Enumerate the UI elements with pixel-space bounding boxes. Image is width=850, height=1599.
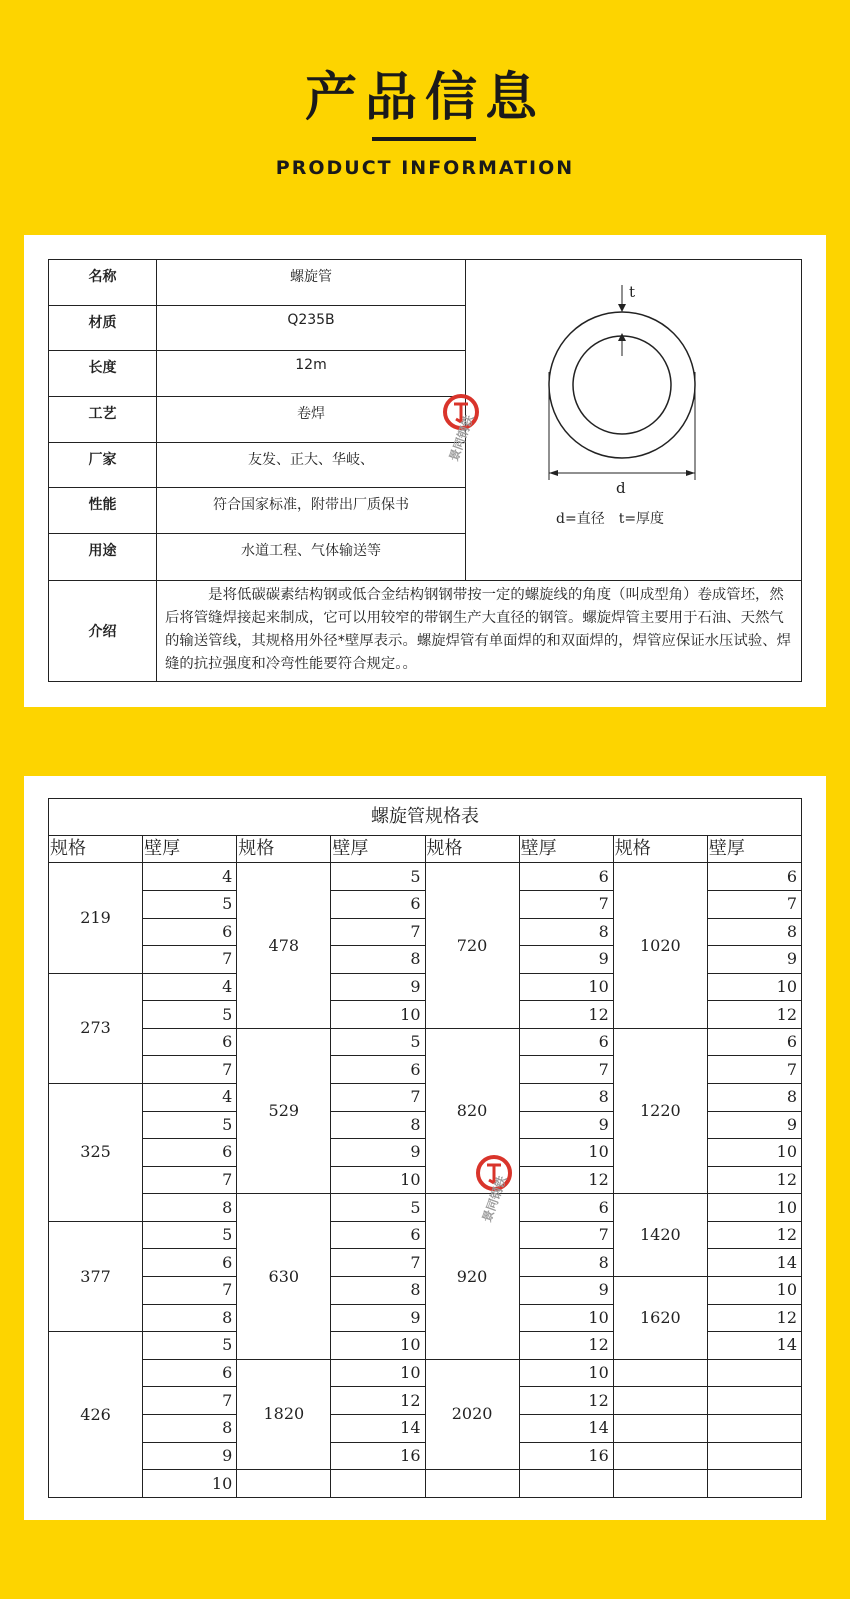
spec-thickness-cell: 5 — [331, 863, 425, 891]
spec-thickness-cell: 10 — [519, 973, 613, 1001]
spec-thickness-cell: 8 — [143, 1304, 237, 1332]
info-label-material: 材质 — [49, 305, 157, 351]
spec-thickness-cell: 10 — [331, 1332, 425, 1360]
spec-thickness-cell: 9 — [143, 1442, 237, 1470]
spec-size-cell: 478 — [237, 863, 331, 1028]
spec-thickness-cell: 6 — [143, 1249, 237, 1277]
spec-thickness-cell: 10 — [519, 1139, 613, 1167]
product-info-card — [24, 235, 826, 707]
spec-empty-cell — [613, 1442, 707, 1470]
spec-thickness-cell: 14 — [519, 1414, 613, 1442]
spec-thickness-cell: 12 — [707, 1166, 801, 1194]
spec-thickness-cell: 9 — [707, 1111, 801, 1139]
spec-size-cell: 1820 — [237, 1359, 331, 1469]
spec-thickness-cell: 4 — [143, 863, 237, 891]
info-value-name: 螺旋管 — [157, 260, 466, 306]
spec-thickness-cell: 7 — [331, 1083, 425, 1111]
spec-thickness-cell: 10 — [707, 1194, 801, 1222]
info-label-name: 名称 — [49, 260, 157, 306]
company-logo-watermark-2 — [472, 1151, 552, 1231]
spec-thickness-cell: 10 — [707, 1277, 801, 1305]
spec-thickness-cell: 7 — [143, 1166, 237, 1194]
info-intro-text: 是将低碳碳素结构钢或低合金结构钢钢带按一定的螺旋线的角度（叫成型角）卷成管坯，然后将管缝焊接起来制成，它可以用较窄的带钢生产大直径的钢管。螺旋焊管主要用于石油、天然气的输送管线，其规格用外径*壁厚表示。螺旋焊管有单面焊的和双面焊的，焊管应保证水压试验、焊缝的抗拉强度和冷弯性能要符合规定。。 — [157, 580, 802, 682]
spec-table — [48, 798, 802, 1498]
info-label-manufacturer: 厂家 — [49, 442, 157, 488]
spec-thickness-cell: 10 — [707, 973, 801, 1001]
spec-thickness-cell: 12 — [519, 1001, 613, 1029]
spec-thickness-cell: 7 — [707, 890, 801, 918]
spec-thickness-cell: 6 — [331, 1056, 425, 1084]
spec-size-cell: 1020 — [613, 863, 707, 1028]
t-dimension-label: t — [629, 283, 636, 301]
spec-header-thickness: 壁厚 — [519, 835, 613, 863]
spec-empty-cell — [613, 1470, 707, 1498]
spec-thickness-cell: 14 — [707, 1332, 801, 1360]
spec-table-caption: 螺旋管规格表 — [49, 799, 802, 836]
spec-thickness-cell: 6 — [143, 1028, 237, 1056]
spec-size-cell: 426 — [49, 1332, 143, 1498]
spec-size-cell: 820 — [425, 1028, 519, 1193]
info-label-usage: 用途 — [49, 533, 157, 580]
spec-thickness-cell: 6 — [143, 1359, 237, 1387]
spec-thickness-cell: 8 — [143, 1194, 237, 1222]
spec-thickness-cell: 5 — [143, 890, 237, 918]
spec-thickness-cell: 9 — [331, 1304, 425, 1332]
spec-thickness-cell: 7 — [519, 1056, 613, 1084]
spec-header-size: 规格 — [425, 835, 519, 863]
spec-empty-cell — [707, 1359, 801, 1387]
info-label-intro: 介绍 — [49, 580, 157, 682]
spec-empty-cell — [613, 1359, 707, 1387]
spec-thickness-cell: 12 — [519, 1166, 613, 1194]
spec-empty-cell — [425, 1470, 519, 1498]
info-value-performance: 符合国家标准，附带出厂质保书 — [157, 488, 466, 534]
t-arrow-bottom-head — [618, 333, 626, 341]
spec-thickness-cell: 12 — [707, 1304, 801, 1332]
spec-thickness-cell: 7 — [519, 1221, 613, 1249]
spec-table-row — [49, 1194, 802, 1222]
spec-thickness-cell: 5 — [143, 1221, 237, 1249]
spec-thickness-cell: 6 — [143, 918, 237, 946]
spec-thickness-cell: 12 — [519, 1387, 613, 1415]
spec-size-cell: 1220 — [613, 1028, 707, 1193]
company-logo-watermark — [439, 390, 519, 470]
spec-table-card — [24, 776, 826, 1520]
t-arrow-top-head — [618, 304, 626, 312]
spec-thickness-cell: 16 — [331, 1442, 425, 1470]
spec-thickness-cell: 5 — [143, 1001, 237, 1029]
spec-empty-cell — [707, 1442, 801, 1470]
spec-thickness-cell: 16 — [519, 1442, 613, 1470]
spec-table-row — [49, 1470, 802, 1498]
title-underline — [372, 137, 476, 141]
spec-thickness-cell: 14 — [331, 1414, 425, 1442]
spec-size-cell: 920 — [425, 1194, 519, 1359]
spec-thickness-cell: 5 — [331, 1028, 425, 1056]
logo-text-2: 景同钢铁 — [479, 1174, 510, 1225]
spec-thickness-cell: 6 — [707, 863, 801, 891]
spec-thickness-cell: 12 — [707, 1221, 801, 1249]
spec-thickness-cell: 5 — [331, 1194, 425, 1222]
spec-thickness-cell: 10 — [331, 1001, 425, 1029]
spec-thickness-cell: 7 — [143, 1277, 237, 1305]
info-label-performance: 性能 — [49, 488, 157, 534]
spec-thickness-cell: 6 — [707, 1028, 801, 1056]
spec-thickness-cell: 6 — [143, 1139, 237, 1167]
spec-thickness-cell: 9 — [519, 1277, 613, 1305]
spec-empty-cell — [613, 1387, 707, 1415]
spec-empty-cell — [613, 1414, 707, 1442]
spec-header-thickness: 壁厚 — [707, 835, 801, 863]
info-value-manufacturer: 友发、正大、华岐、 — [157, 442, 466, 488]
spec-thickness-cell: 7 — [707, 1056, 801, 1084]
spec-thickness-cell: 8 — [519, 918, 613, 946]
spec-empty-cell — [331, 1470, 425, 1498]
spec-thickness-cell: 8 — [331, 1111, 425, 1139]
spec-thickness-cell: 6 — [331, 1221, 425, 1249]
spec-thickness-cell: 6 — [519, 863, 613, 891]
spec-size-cell: 529 — [237, 1028, 331, 1193]
spec-empty-cell — [707, 1470, 801, 1498]
info-label-length: 长度 — [49, 351, 157, 397]
page-title: 产品信息 — [304, 68, 545, 128]
spec-thickness-cell: 6 — [519, 1194, 613, 1222]
spec-thickness-cell: 7 — [331, 1249, 425, 1277]
spec-thickness-cell: 10 — [331, 1166, 425, 1194]
spec-thickness-cell: 9 — [331, 973, 425, 1001]
info-label-process: 工艺 — [49, 396, 157, 442]
spec-thickness-cell: 9 — [707, 946, 801, 974]
spec-empty-cell — [519, 1470, 613, 1498]
spec-header-size: 规格 — [613, 835, 707, 863]
spec-header-thickness: 壁厚 — [331, 835, 425, 863]
spec-thickness-cell: 9 — [519, 946, 613, 974]
page-subtitle: PRODUCT INFORMATION — [275, 157, 575, 179]
d-dimension-label: d — [616, 479, 626, 497]
logo-text: 景同钢铁 — [446, 413, 477, 464]
d-arrow-right — [686, 470, 695, 476]
info-value-material: Q235B — [157, 305, 466, 351]
spec-thickness-cell: 7 — [143, 1387, 237, 1415]
spec-thickness-cell: 12 — [707, 1001, 801, 1029]
spec-size-cell: 1420 — [613, 1194, 707, 1277]
spec-size-cell: 219 — [49, 863, 143, 973]
spec-size-cell: 325 — [49, 1083, 143, 1221]
spec-thickness-cell: 8 — [143, 1414, 237, 1442]
spec-thickness-cell: 8 — [519, 1083, 613, 1111]
spec-thickness-cell: 8 — [331, 1277, 425, 1305]
spec-thickness-cell: 7 — [143, 1056, 237, 1084]
spec-thickness-cell: 5 — [143, 1332, 237, 1360]
spec-size-cell: 630 — [237, 1194, 331, 1359]
spec-thickness-cell: 4 — [143, 1083, 237, 1111]
spec-header-thickness: 壁厚 — [143, 835, 237, 863]
spec-thickness-cell: 8 — [519, 1249, 613, 1277]
spec-thickness-cell: 12 — [331, 1387, 425, 1415]
spec-size-cell: 1620 — [613, 1277, 707, 1360]
spec-thickness-cell: 7 — [331, 918, 425, 946]
spec-table-row — [49, 1028, 802, 1056]
spec-header-size: 规格 — [49, 835, 143, 863]
spec-thickness-cell: 10 — [707, 1139, 801, 1167]
spec-empty-cell — [707, 1414, 801, 1442]
d-arrow-left — [549, 470, 558, 476]
spec-thickness-cell: 8 — [707, 1083, 801, 1111]
spec-size-cell: 377 — [49, 1221, 143, 1331]
spec-thickness-cell: 8 — [707, 918, 801, 946]
spec-empty-cell — [237, 1470, 331, 1498]
spec-header-size: 规格 — [237, 835, 331, 863]
spec-thickness-cell: 6 — [519, 1028, 613, 1056]
spec-thickness-cell: 10 — [519, 1359, 613, 1387]
spec-thickness-cell: 10 — [143, 1470, 237, 1498]
spec-size-cell: 273 — [49, 973, 143, 1083]
info-value-process: 卷焊 — [157, 396, 466, 442]
spec-thickness-cell: 4 — [143, 973, 237, 1001]
product-info-table — [48, 259, 802, 682]
spec-size-cell: 720 — [425, 863, 519, 1028]
info-value-usage: 水道工程、气体输送等 — [157, 533, 466, 580]
diagram-legend: d=直径 t=厚度 — [556, 511, 665, 527]
spec-thickness-cell: 7 — [143, 946, 237, 974]
spec-thickness-cell: 10 — [331, 1359, 425, 1387]
spec-thickness-cell: 8 — [331, 946, 425, 974]
spec-thickness-cell: 10 — [519, 1304, 613, 1332]
spec-thickness-cell: 5 — [143, 1111, 237, 1139]
spec-thickness-cell: 9 — [331, 1139, 425, 1167]
spec-thickness-cell: 12 — [519, 1332, 613, 1360]
spec-size-cell: 2020 — [425, 1359, 519, 1469]
spec-thickness-cell: 7 — [519, 890, 613, 918]
spec-table-row — [49, 863, 802, 891]
spec-table-row — [49, 1359, 802, 1387]
spec-thickness-cell: 6 — [331, 890, 425, 918]
spec-thickness-cell: 9 — [519, 1111, 613, 1139]
info-value-length: 12m — [157, 351, 466, 397]
spec-thickness-cell: 14 — [707, 1249, 801, 1277]
spec-empty-cell — [707, 1387, 801, 1415]
